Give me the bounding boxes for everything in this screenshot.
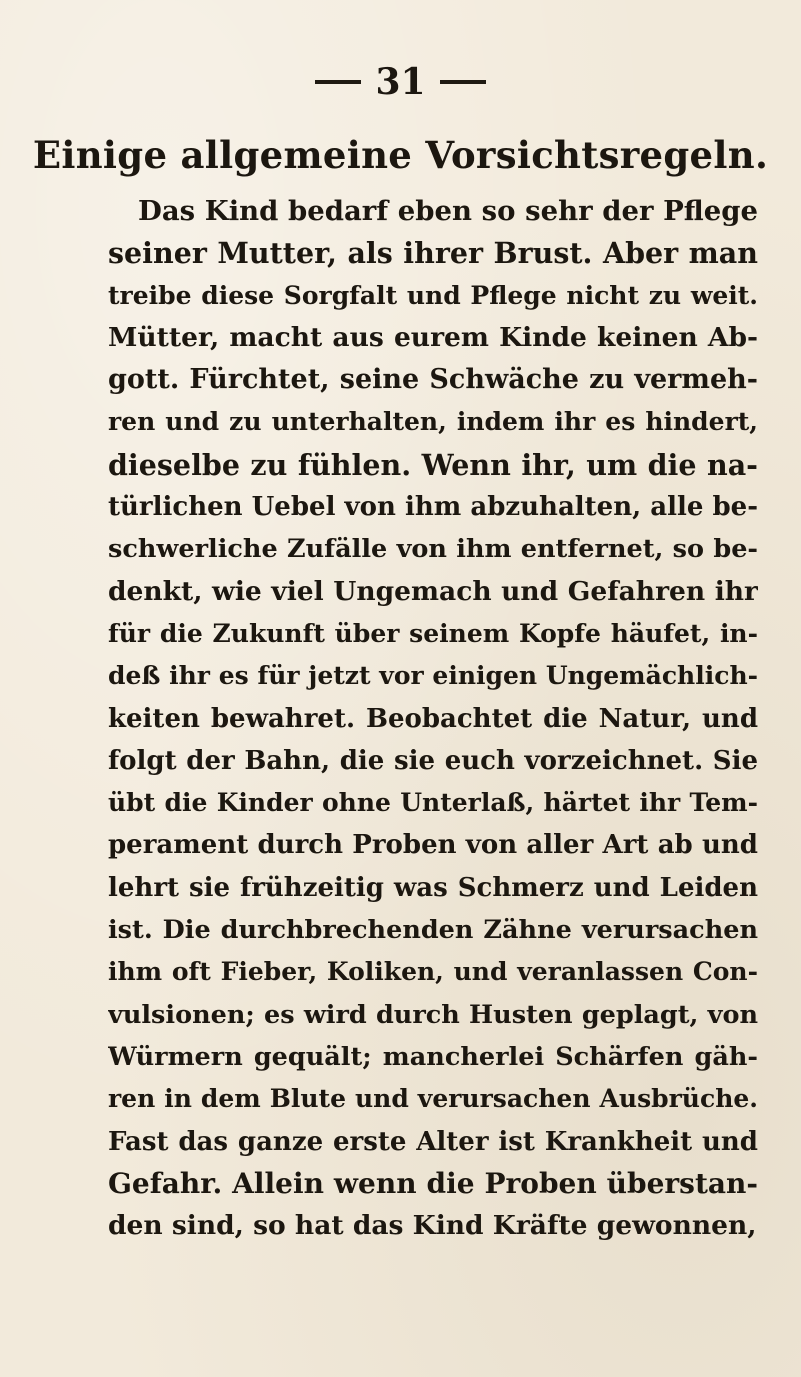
text-line: Mütter, macht aus eurem Kinde keinen Ab- bbox=[108, 321, 758, 353]
text-line: schwerliche Zufälle von ihm entfernet, so be- bbox=[108, 534, 758, 565]
text-line: türlichen Uebel von ihm abzuhalten, alle be- bbox=[108, 492, 758, 523]
text-line: keiten bewahret. Beobachtet die Natur, und bbox=[108, 703, 758, 734]
text-line: ren in dem Blute und verursachen Ausbrüche. bbox=[108, 1084, 758, 1114]
text-line: perament durch Proben von aller Art ab und bbox=[108, 830, 758, 861]
text-line: Fast das ganze erste Alter ist Krankheit und bbox=[108, 1126, 758, 1157]
text-line: übt die Kinder ohne Unterlaß, härtet ihr Tem- bbox=[108, 788, 758, 818]
text-line: für die Zukunft über seinem Kopfe häufet, in- bbox=[108, 618, 758, 648]
text-line: lehrt sie frühzeitig was Schmerz und Leiden bbox=[108, 872, 758, 903]
text-line: folgt der Bahn, die sie euch vorzeichnet. Sie bbox=[108, 745, 758, 776]
text-line: seiner Mutter, als ihrer Brust. Aber man bbox=[108, 236, 758, 271]
text-line: ihm oft Fieber, Koliken, und veranlassen Con- bbox=[108, 957, 758, 987]
text-line: Das Kind bedarf eben so sehr der Pflege bbox=[138, 195, 758, 227]
text-line: dieselbe zu fühlen. Wenn ihr, um die na- bbox=[108, 447, 758, 482]
text-line: vulsionen; es wird durch Husten geplagt, von bbox=[108, 999, 758, 1030]
text-line: den sind, so hat das Kind Kräfte gewonnen, bbox=[108, 1210, 757, 1242]
text-line: deß ihr es für jetzt vor einigen Ungemächlich- bbox=[108, 661, 758, 691]
header-dash-right bbox=[440, 80, 486, 84]
section-heading: Einige allgemeine Vorsichtsregeln. bbox=[32, 133, 769, 177]
text-line: denkt, wie viel Ungemach und Gefahren ihr bbox=[108, 575, 758, 607]
body-paragraph bbox=[108, 190, 758, 1247]
page-number: 31 bbox=[375, 61, 426, 103]
text-line: treibe diese Sorgfalt und Pflege nicht zu weit. bbox=[108, 280, 758, 310]
page-header bbox=[0, 61, 801, 103]
text-line: ren und zu unterhalten, indem ihr es hindert, bbox=[108, 407, 758, 437]
header-dash-left bbox=[315, 80, 361, 84]
text-line: gott. Fürchtet, seine Schwäche zu vermeh- bbox=[108, 364, 758, 396]
text-line: Gefahr. Allein wenn die Proben überstan- bbox=[108, 1166, 758, 1200]
text-line: Würmern gequält; mancherlei Schärfen gäh- bbox=[108, 1041, 758, 1072]
text-line: ist. Die durchbrechenden Zähne verursachen bbox=[108, 915, 758, 946]
